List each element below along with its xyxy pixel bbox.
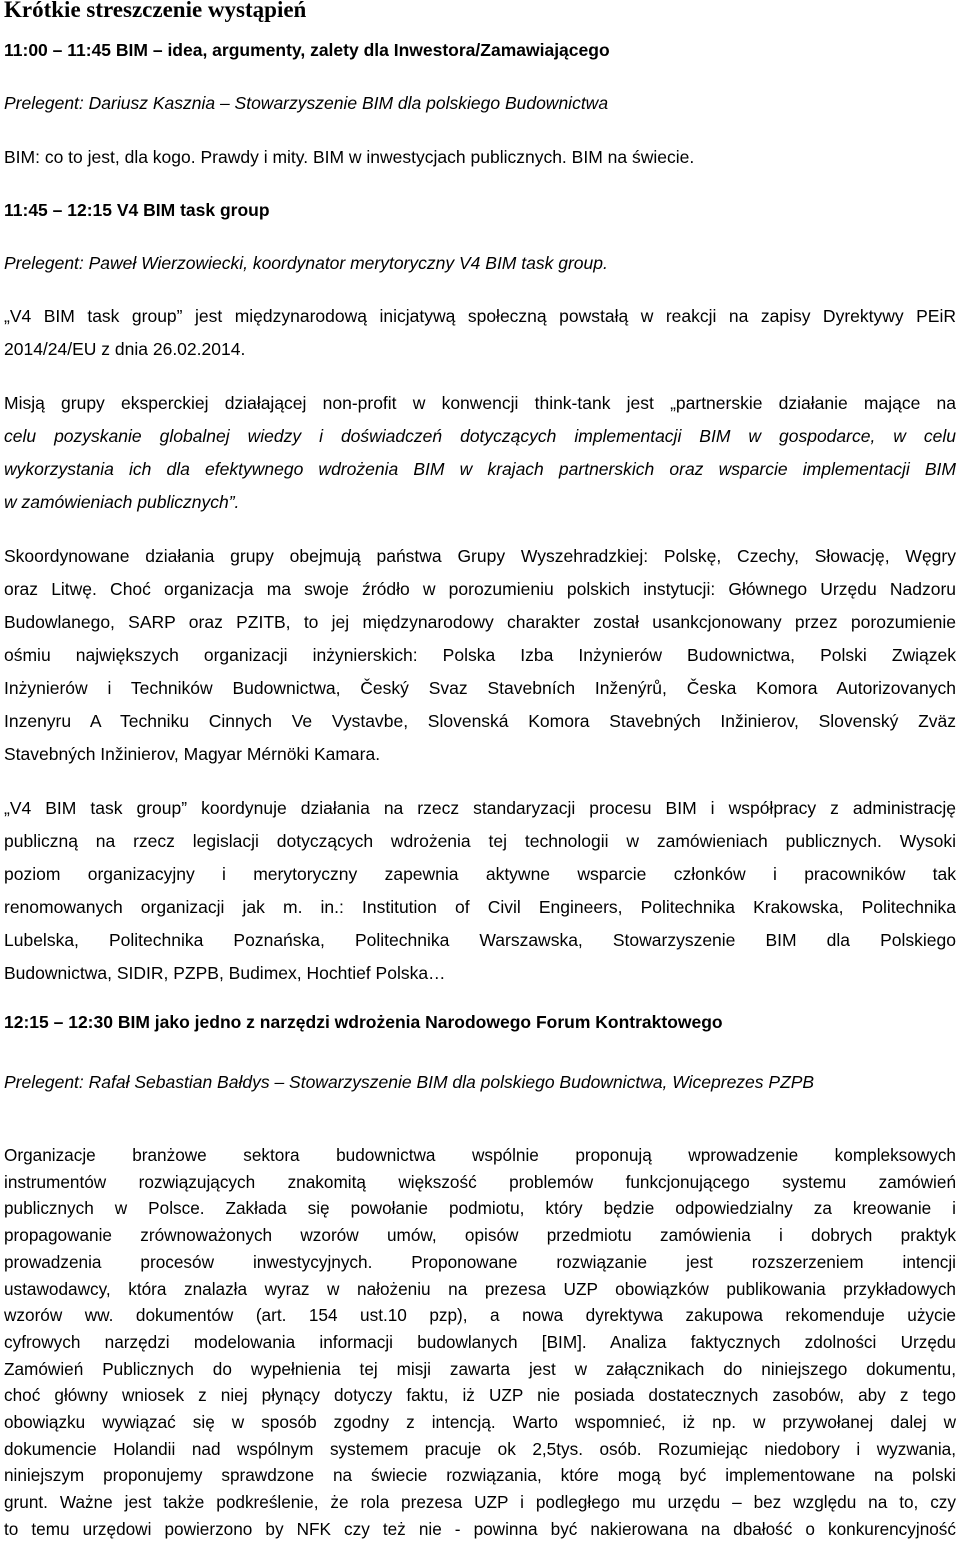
paragraph-line: Inzenyru A Techniku Cinnych Ve Vystavbe, Slovenská Komora Stavebných Inžinierov, Slovenský Zväz [4,711,956,731]
session-3-speaker: Prelegent: Rafał Sebastian Bałdys – Stowarzyszenie BIM dla polskiego Budownictwa, Wiceprezes PZPB [4,1072,815,1092]
paragraph-line: ośmiu największych organizacji inżynierskich: Polska Izba Inżynierów Budownictwa, Polski Związek [4,645,956,665]
paragraph-line: publicznych w Polsce. Zakłada się powołanie podmiotu, który będzie odpowiedzialny za kreowanie i [4,1198,956,1219]
paragraph-line: wzorów ww. dokumentów (art. 154 ust.10 pzp), a nowa dyrektywa zakupowa rekomenduje użycie [4,1305,956,1326]
session-2-paragraph-4 [4,792,956,990]
paragraph-line: publiczną na rzecz legislacji dotyczących wdrożenia tej technologii w zamówieniach publicznych. Wysoki [4,831,956,851]
session-3-paragraph-1 [4,1142,956,1543]
paragraph-line: w zamówieniach publicznych”. [4,492,240,512]
paragraph-line: grunt. Ważne jest także podkreślenie, że rola prezesa UZP i podległego mu urzędu – bez względu na to, czy [4,1492,956,1513]
paragraph-line: cyfrowych narzędzi modelowania informacji budowlanych [BIM]. Analiza faktycznych zdolności Urzędu [4,1331,956,1352]
paragraph-line: 2014/24/EU z dnia 26.02.2014. [4,339,246,359]
paragraph-line: Misją grupy eksperckiej działającej non-profit w konwencji think-tank jest „partnerskie działanie mające na [4,393,956,413]
paragraph-line: celu pozyskanie globalnej wiedzy i doświadczeń dotyczących implementacji BIM w gospodarce, w celu [4,426,956,446]
session-2-speaker: Prelegent: Paweł Wierzowiecki, koordynator merytoryczny V4 BIM task group. [4,253,608,273]
session-2-paragraph-1 [4,300,956,366]
paragraph-line: Budownictwa, SIDIR, PZPB, Budimex, Hochtief Polska… [4,963,446,983]
paragraph-line: Budowlanego, SARP oraz PZITB, to jej międzynarodowy charakter został usankcjonowany przez porozumienie [4,612,956,632]
paragraph-line: Inżynierów i Techników Budownictwa, Český Svaz Stavebních Inženýrů, Česka Komora Autorizovanych [4,678,956,698]
session-1-heading: 11:00 – 11:45 BIM – idea, argumenty, zalety dla Inwestora/Zamawiającego [4,40,610,60]
paragraph-line: niniejszym proponujemy sprawdzone na świecie rozwiązania, które mogą być implementowane na polski [4,1465,956,1486]
session-3-heading: 12:15 – 12:30 BIM jako jedno z narzędzi wdrożenia Narodowego Forum Kontraktowego [4,1012,723,1032]
paragraph-line: poziom organizacyjny i merytoryczny zapewnia aktywne wsparcie członków i pracowników tak [4,864,956,884]
session-2-heading: 11:45 – 12:15 V4 BIM task group [4,200,270,220]
session-1-speaker: Prelegent: Dariusz Kasznia – Stowarzyszenie BIM dla polskiego Budownictwa [4,93,609,113]
paragraph-line: ustawodawcy, która znalazła wyraz w nałożeniu na prezesa UZP obowiązków publikowania przykładowych [4,1278,956,1299]
paragraph-line: obowiązku wywiązać się w sposób zgodny z intencją. Warto wspomnieć, iż np. w przywołanej dalej w [4,1412,956,1433]
paragraph-line: „V4 BIM task group” koordynuje działania na rzecz standaryzacji procesu BIM i współpracy z administrację [4,798,956,818]
paragraph-line: wykorzystania ich dla efektywnego wdrożenia BIM w krajach partnerskich oraz wsparcie implementacji BIM [4,459,956,479]
paragraph-line: instrumentów rozwiązujących znakomitą większość problemów funkcjonującego systemu zamówień [4,1171,956,1192]
paragraph-line: dokumencie Holandii nad wspólnym systemem pracuje ok 2,5tys. osób. Rozumiejąc niedobory i wyzwania, [4,1438,956,1459]
paragraph-line: prowadzenia procesów inwestycyjnych. Proponowane rozwiązanie jest rozszerzeniem intencji [4,1251,956,1272]
paragraph-line: „V4 BIM task group” jest międzynarodową inicjatywą społeczną powstałą w reakcji na zapisy Dyrektywy PEiR [4,306,956,326]
session-2-paragraph-2 [4,387,956,519]
page-title: Krótkie streszczenie wystąpień [4,0,307,22]
paragraph-line: propagowanie zrównoważonych wzorów umów, opisów przedmiotu zamówienia i dobrych praktyk [4,1225,956,1246]
paragraph-line: choć główny wniosek z niej płynący dotyczy faktu, iż UZP nie posiada dostatecznych zasobów, aby z tego [4,1385,956,1406]
paragraph-line: renomowanych organizacji jak m. in.: Institution of Civil Engineers, Politechnika Krakowska, Politechnika [4,897,956,917]
paragraph-line: Zamówień Publicznych do wypełnienia tej misji zawarta jest w załącznikach do niniejszego dokumentu, [4,1358,956,1379]
paragraph-line: to temu urzędowi powierzono by NFK czy też nie - powinna być nakierowana na dbałość o konkurencyjność [4,1518,956,1539]
paragraph-line: oraz Litwę. Choć organizacja ma swoje źródło w porozumieniu polskich instytucji: Głównego Urzędu Nadzoru [4,579,956,599]
session-2-paragraph-3 [4,540,956,771]
paragraph-line: Organizacje branżowe sektora budownictwa wspólnie proponują wprowadzenie kompleksowych [4,1145,956,1165]
session-1-summary: BIM: co to jest, dla kogo. Prawdy i mity. BIM w inwestycjach publicznych. BIM na świecie. [4,147,695,167]
paragraph-line: Skoordynowane działania grupy obejmują państwa Grupy Wyszehradzkiej: Polskę, Czechy, Słowację, Węgry [4,546,956,566]
paragraph-line: Lubelska, Politechnika Poznańska, Politechnika Warszawska, Stowarzyszenie BIM dla Polskiego [4,930,956,950]
paragraph-line: Stavebných Inžinierov, Magyar Mérnöki Kamara. [4,744,381,764]
